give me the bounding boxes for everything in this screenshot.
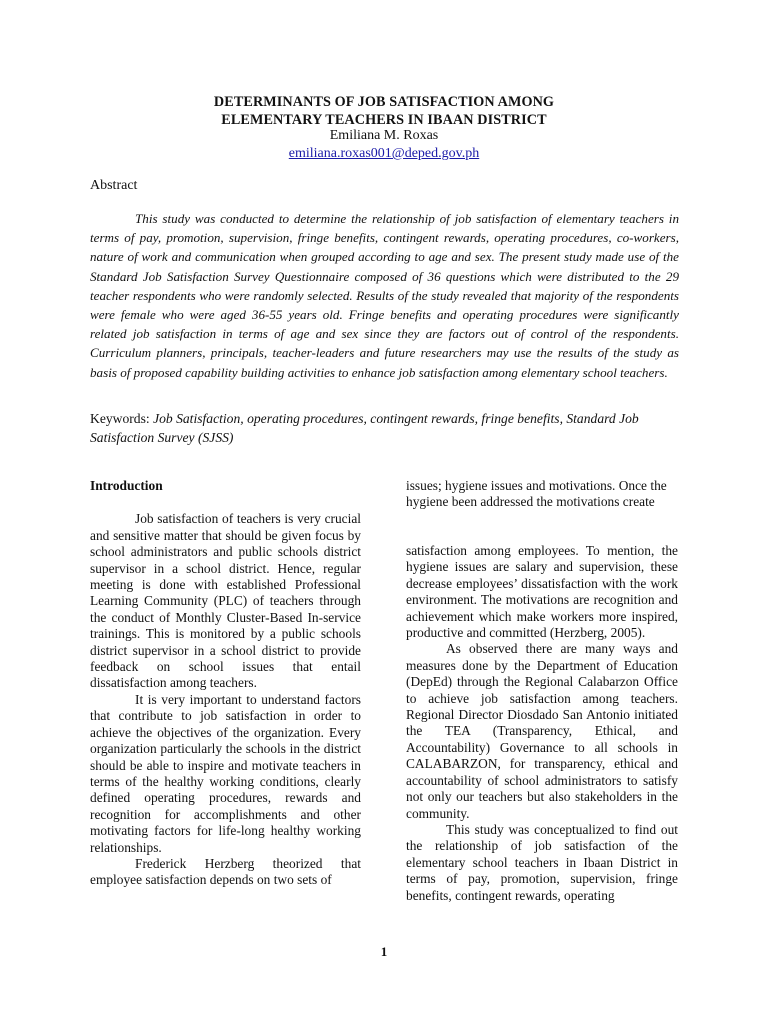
keywords-text: Job Satisfaction, operating procedures, contingent rewards, fringe benefits, Standard Job Satisfaction Survey (SJSS)	[90, 411, 639, 445]
keywords	[90, 409, 670, 447]
author-email-link[interactable]: emiliana.roxas001@deped.gov.ph	[288, 146, 480, 161]
right-paragraph-3: This study was conceptualized to find out the relationship of job satisfaction of the elementary school teachers in Ibaan District in terms of pay, promotion, supervision, fringe benefits, contingent rewards, operating	[406, 821, 678, 903]
left-paragraph-1: Job satisfaction of teachers is very crucial and sensitive matter that should be given focus by school administrators and public schools district supervisor in a school district. Hence, regular meeting is done with established Professional Learning Community (PLC) of teachers through the conduct of Monthly Cluster-Based In-service trainings. This is monitored by a public schools district supervisor in a school district to provide feedback on school issues that entail dissatisfaction among teachers.	[90, 511, 361, 691]
keywords-label: Keywords:	[90, 411, 154, 426]
right-paragraph-lead: issues; hygiene issues and motivations. Once the hygiene been addressed the motivations create	[406, 478, 667, 510]
abstract-text: This study was conducted to determine the relationship of job satisfaction of elementary teachers in terms of pay, promotion, supervision, fringe benefits, contingent rewards, operating procedures, co-workers, nature of work and communication when grouped according to age and sex. The present study made use of the Standard Job Satisfaction Survey Questionnaire composed of 36 questions which were distributed to the 29 teacher respondents who were randomly selected. Results of the study revealed that majority of the respondents were female who were aged 36-55 years old. Fringe benefits and operating procedures were significantly related job satisfaction in terms of age and sex since they are factors out of control of the respondents. Curriculum planners, principals, teacher-leaders and future researchers may use the results of the study as basis of proposed capability building activities to enhance job satisfaction among elementary school teachers.	[90, 211, 679, 380]
author-name: Emiliana M. Roxas	[329, 128, 439, 143]
right-column-top	[406, 478, 678, 511]
introduction-heading: Introduction	[90, 478, 163, 493]
title-line-2: ELEMENTARY TEACHERS IN IBAAN DISTRICT	[221, 112, 547, 128]
right-column	[406, 543, 678, 904]
page-number: 1	[380, 944, 388, 959]
paper-title	[0, 93, 768, 129]
left-paragraph-3: Frederick Herzberg theorized that employee satisfaction depends on two sets of	[90, 855, 361, 888]
left-paragraph-2: It is very important to understand factors that contribute to job satisfaction in order to achieve the objectives of the organization. Every organization particularly the schools in the district should be able to inspire and motivate teachers in terms of the healthy working conditions, clearly defined operating procedures, rewards and recognition for accomplishments and other motivating factors for life-long healthy working relationships.	[90, 691, 361, 855]
title-line-1: DETERMINANTS OF JOB SATISFACTION AMONG	[213, 94, 555, 110]
right-paragraph-1: satisfaction among employees. To mention, the hygiene issues are salary and supervision, these decrease employees’ dissatisfaction with the work environment. The motivations are recognition and achievement which make workers more inspired, productive and committed (Herzberg, 2005).	[406, 543, 678, 641]
right-paragraph-2: As observed there are many ways and measures done by the Department of Education (DepEd) through the Regional Calabarzon Office to achieve job satisfaction among teachers. Regional Director Diosdado San Antonio initiated the TEA (Transparency, Ethical, and Accountability) Governance to all schools in CALABARZON, for transparency, ethical and accountability of school administrators to satisfy not only our teachers but also stakeholders in the community.	[406, 641, 678, 821]
abstract-heading: Abstract	[90, 178, 138, 193]
left-column	[90, 478, 361, 889]
